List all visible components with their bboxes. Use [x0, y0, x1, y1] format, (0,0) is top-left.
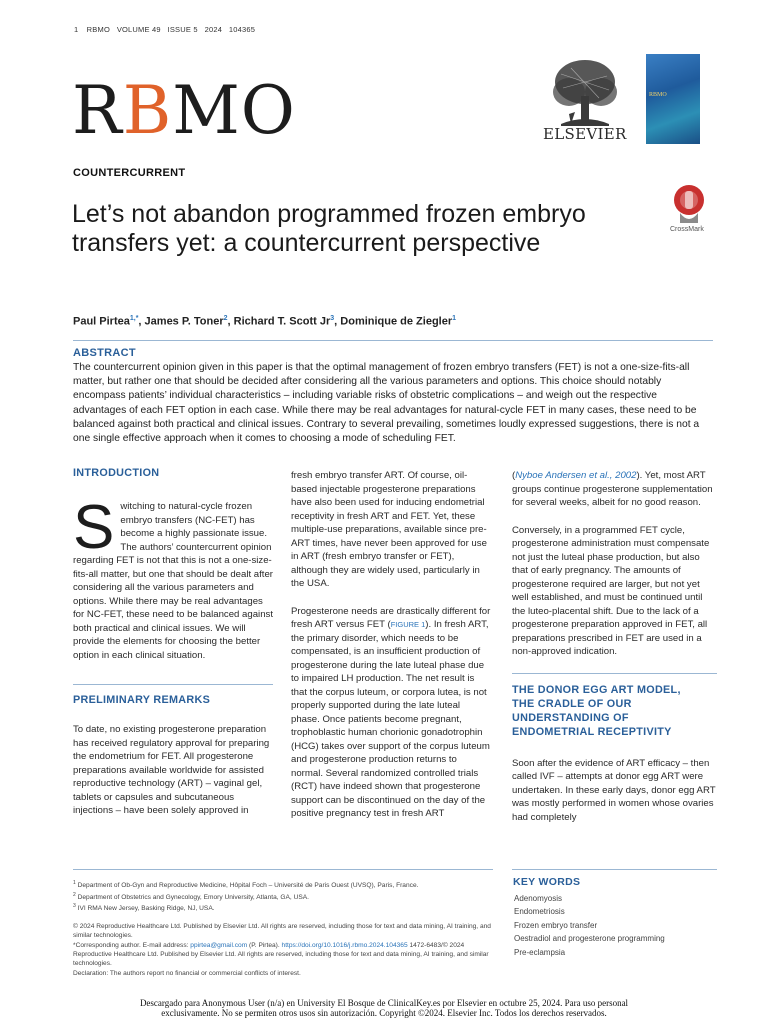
header-divider	[73, 340, 713, 341]
crossmark-icon[interactable]	[672, 183, 706, 231]
figure-1-link[interactable]: FIGURE 1	[390, 620, 426, 629]
keyword-item: Oestradiol and progesterone programming	[514, 934, 665, 944]
download-notice: Descargado para Anonymous User (n/a) en University El Bosque de ClinicalKey.es por Elsevier en octubre 25, 2024. Para uso personal exclusivamente. No se permiten otros usos sin autorización. Copyright ©2024. Elsevier Inc. Todos los derechos reservados.	[139, 998, 629, 1018]
author-affiliation-marker[interactable]: 2	[223, 315, 228, 322]
keyword-item: Endometriosis	[514, 907, 565, 917]
cover-label: RBMO	[649, 92, 667, 98]
journal-logo: RBMO	[72, 72, 296, 149]
doi-link[interactable]: https://doi.org/10.1016/j.rbmo.2024.104365	[281, 941, 408, 949]
donor-egg-heading: THE DONOR EGG ART MODEL, THE CRADLE OF OUR UNDERSTANDING OF ENDOMETRIAL RECEPTIVITY	[512, 683, 681, 738]
author-email-link[interactable]: ppirtea@gmail.com	[190, 941, 248, 949]
keyword-item: Pre-eclampsia	[514, 947, 566, 957]
declaration: Declaration: The authors report no financial or commercial conflicts of interest.	[73, 969, 301, 977]
article-section-tag: COUNTERCURRENT	[73, 167, 186, 179]
abstract-heading: ABSTRACT	[73, 347, 136, 359]
prelim-paragraph: To date, no existing progesterone preparation has received regulatory approval for preparing the endometrium for FET. All progesterone preparations available worldwide for assisted reproductive technology (ART) – vaginal gel, tablets or capsules and subcutaneous injections – have been solely approved in	[73, 724, 270, 816]
column-3	[512, 469, 717, 837]
prelim-heading: PRELIMINARY REMARKS	[73, 694, 211, 706]
reference-link[interactable]: Nyboe Andersen et al., 2002	[515, 470, 637, 481]
section-divider	[73, 684, 273, 685]
footnote-divider	[73, 869, 493, 870]
publisher-name: ELSEVIER	[543, 125, 627, 143]
column-2	[291, 469, 491, 834]
section-divider	[512, 673, 717, 674]
drop-cap: S	[73, 493, 115, 562]
affiliation-2: $^2$ Department of Obstetrics and Gynecology, Emory University, Atlanta, GA, USA.	[73, 891, 309, 901]
col2-paragraph-2: Progesterone needs are drastically different for fresh ART versus FET (FIGURE 1). In fresh ART, the primary disorder, which needs to be compensated, is an insufficient production of progesterone during the late luteal phase due to impaired LH production. The net result is that the corpus luteum, or corpora lutea, is not properly supported during the late luteal phase. Once patients become pregnant, trophoblastic human chorionic gonadotrophin (HCG) takes over support of the corpus luteum and progesterone production returns to normal. Several randomized controlled trials (RCT) have indeed shown that progesterone support can be discontinued on the day of the positive pregnancy test in fresh ART	[291, 605, 491, 819]
author-name: Paul Pirtea	[73, 315, 130, 328]
author-affiliation-marker[interactable]: 1,*	[129, 315, 139, 322]
crossmark-label: CrossMark	[670, 226, 704, 233]
keyword-item: Frozen embryo transfer	[514, 920, 598, 930]
col2-paragraph-1: fresh embryo transfer ART. Of course, oil-based injectable progesterone preparations have also been used for inducing endometrial receptivity in fresh ART and FET. Yet, these multiple-use preparations, available since pre-ART times, have never been approved for use in ART (fresh embryo transfer or FET), although they are widely used, particularly in the USA.	[291, 470, 487, 589]
author-name: Richard T. Scott Jr	[233, 315, 331, 328]
col3-paragraph-2: Conversely, in a programmed FET cycle, progesterone administration must compensate not just the luteal phase production, but also that of early pregnancy. The amounts of progesterone required are larger, but not yet well established, and must be continued until the luteo-placental shift. Due to the lack of a progesterone preparation approved in FET, all preparations prescribed in FET are used in a non-approved indication.	[512, 524, 710, 657]
keyword-list	[514, 892, 665, 959]
affiliation-3: $^3$ IVI RMA New Jersey, Basking Ridge, NJ, USA.	[73, 903, 215, 913]
journal-cover-image	[646, 54, 700, 144]
author-name: Dominique de Ziegler	[340, 315, 453, 328]
abstract-text: The countercurrent opinion given in this paper is that the optimal management of frozen embryo transfers (FET) is not a one-size-fits-all matter, but rather one that should be decided after considering all the various parameters and options. This choice should notably encompass patients’ individual characteristics – including variable risks of obstetric complications – and weigh out the respective advantages of each FET option in each case. While there may be real advantages for natural-cycle FET in many cases, these need to be balanced against both practical and clinical issues. Contrary to several prevailing, sometimes loudly expressed suggestions, there is not a one single effective approach when it comes to choosing a mode of scheduling FET.	[73, 362, 700, 445]
copyright-notice: © 2024 Reproductive Healthcare Ltd. Published by Elsevier Ltd. All rights are reserved, including those for text and data mining, AI training, and similar technologies.	[73, 922, 491, 940]
donor-egg-paragraph: Soon after the evidence of ART efficacy – then called IVF – attempts at donor egg ART were undertaken. In these early days, donor egg ART was mostly performed in women whose ovaries had completely	[512, 757, 716, 823]
keywords-heading: KEY WORDS	[513, 876, 581, 888]
author-name: James P. Toner	[144, 315, 224, 328]
running-header	[74, 25, 255, 34]
keywords-divider	[512, 869, 717, 870]
page-number: 1	[74, 25, 79, 34]
author-list: Paul Pirtea$^{1,*}$, James P. Toner$^2$, Richard T. Scott Jr$^3$, Dominique de Ziegler$^1$	[73, 315, 457, 328]
col3-paragraph-1: (Nyboe Andersen et al., 2002). Yet, most ART groups continue progesterone supplementation for several weeks, albeit for no good reason.	[512, 470, 713, 508]
keyword-item: Adenomyosis	[514, 894, 563, 903]
column-1	[73, 466, 273, 831]
intro-paragraph: Switching to natural-cycle frozen embryo transfers (NC-FET) has become a highly passionate issue. The authors’ countercurrent opinion regarding FET is not that this is not a one-size-fits-all matter, but one that should be dealt after considering all the various parameters and options. While there may be real advantages for NC-FET, these need to be balanced against both practical and clinical issues. We will provide the elements for choosing the better option in each clinical situation.	[73, 493, 273, 661]
running-head-text: RBMO VOLUME 49 ISSUE 5 2024 104365	[86, 25, 256, 34]
footnotes	[73, 879, 503, 978]
corresponding-author: *Corresponding author. E-mail address: ppirtea@gmail.com (P. Pirtea). https://doi.org/10.1016/j.rbmo.2024.104365 1472-6483/© 2024 Reproductive Healthcare Ltd. Published by Elsevier Ltd. All rights are reserved, including those for text and data mining, AI training, and similar technologies.	[73, 941, 489, 968]
author-affiliation-marker[interactable]: 3	[330, 315, 335, 322]
article-title: Let’s not abandon programmed frozen embryo transfers yet: a countercurrent perspective	[72, 200, 586, 257]
intro-heading: INTRODUCTION	[73, 467, 160, 479]
author-affiliation-marker[interactable]: 1	[452, 315, 457, 322]
affiliation-1: $^1$ Department of Ob-Gyn and Reproductive Medicine, Hôpital Foch – Université de Paris Ouest (UVSQ), Paris, France.	[73, 880, 419, 890]
